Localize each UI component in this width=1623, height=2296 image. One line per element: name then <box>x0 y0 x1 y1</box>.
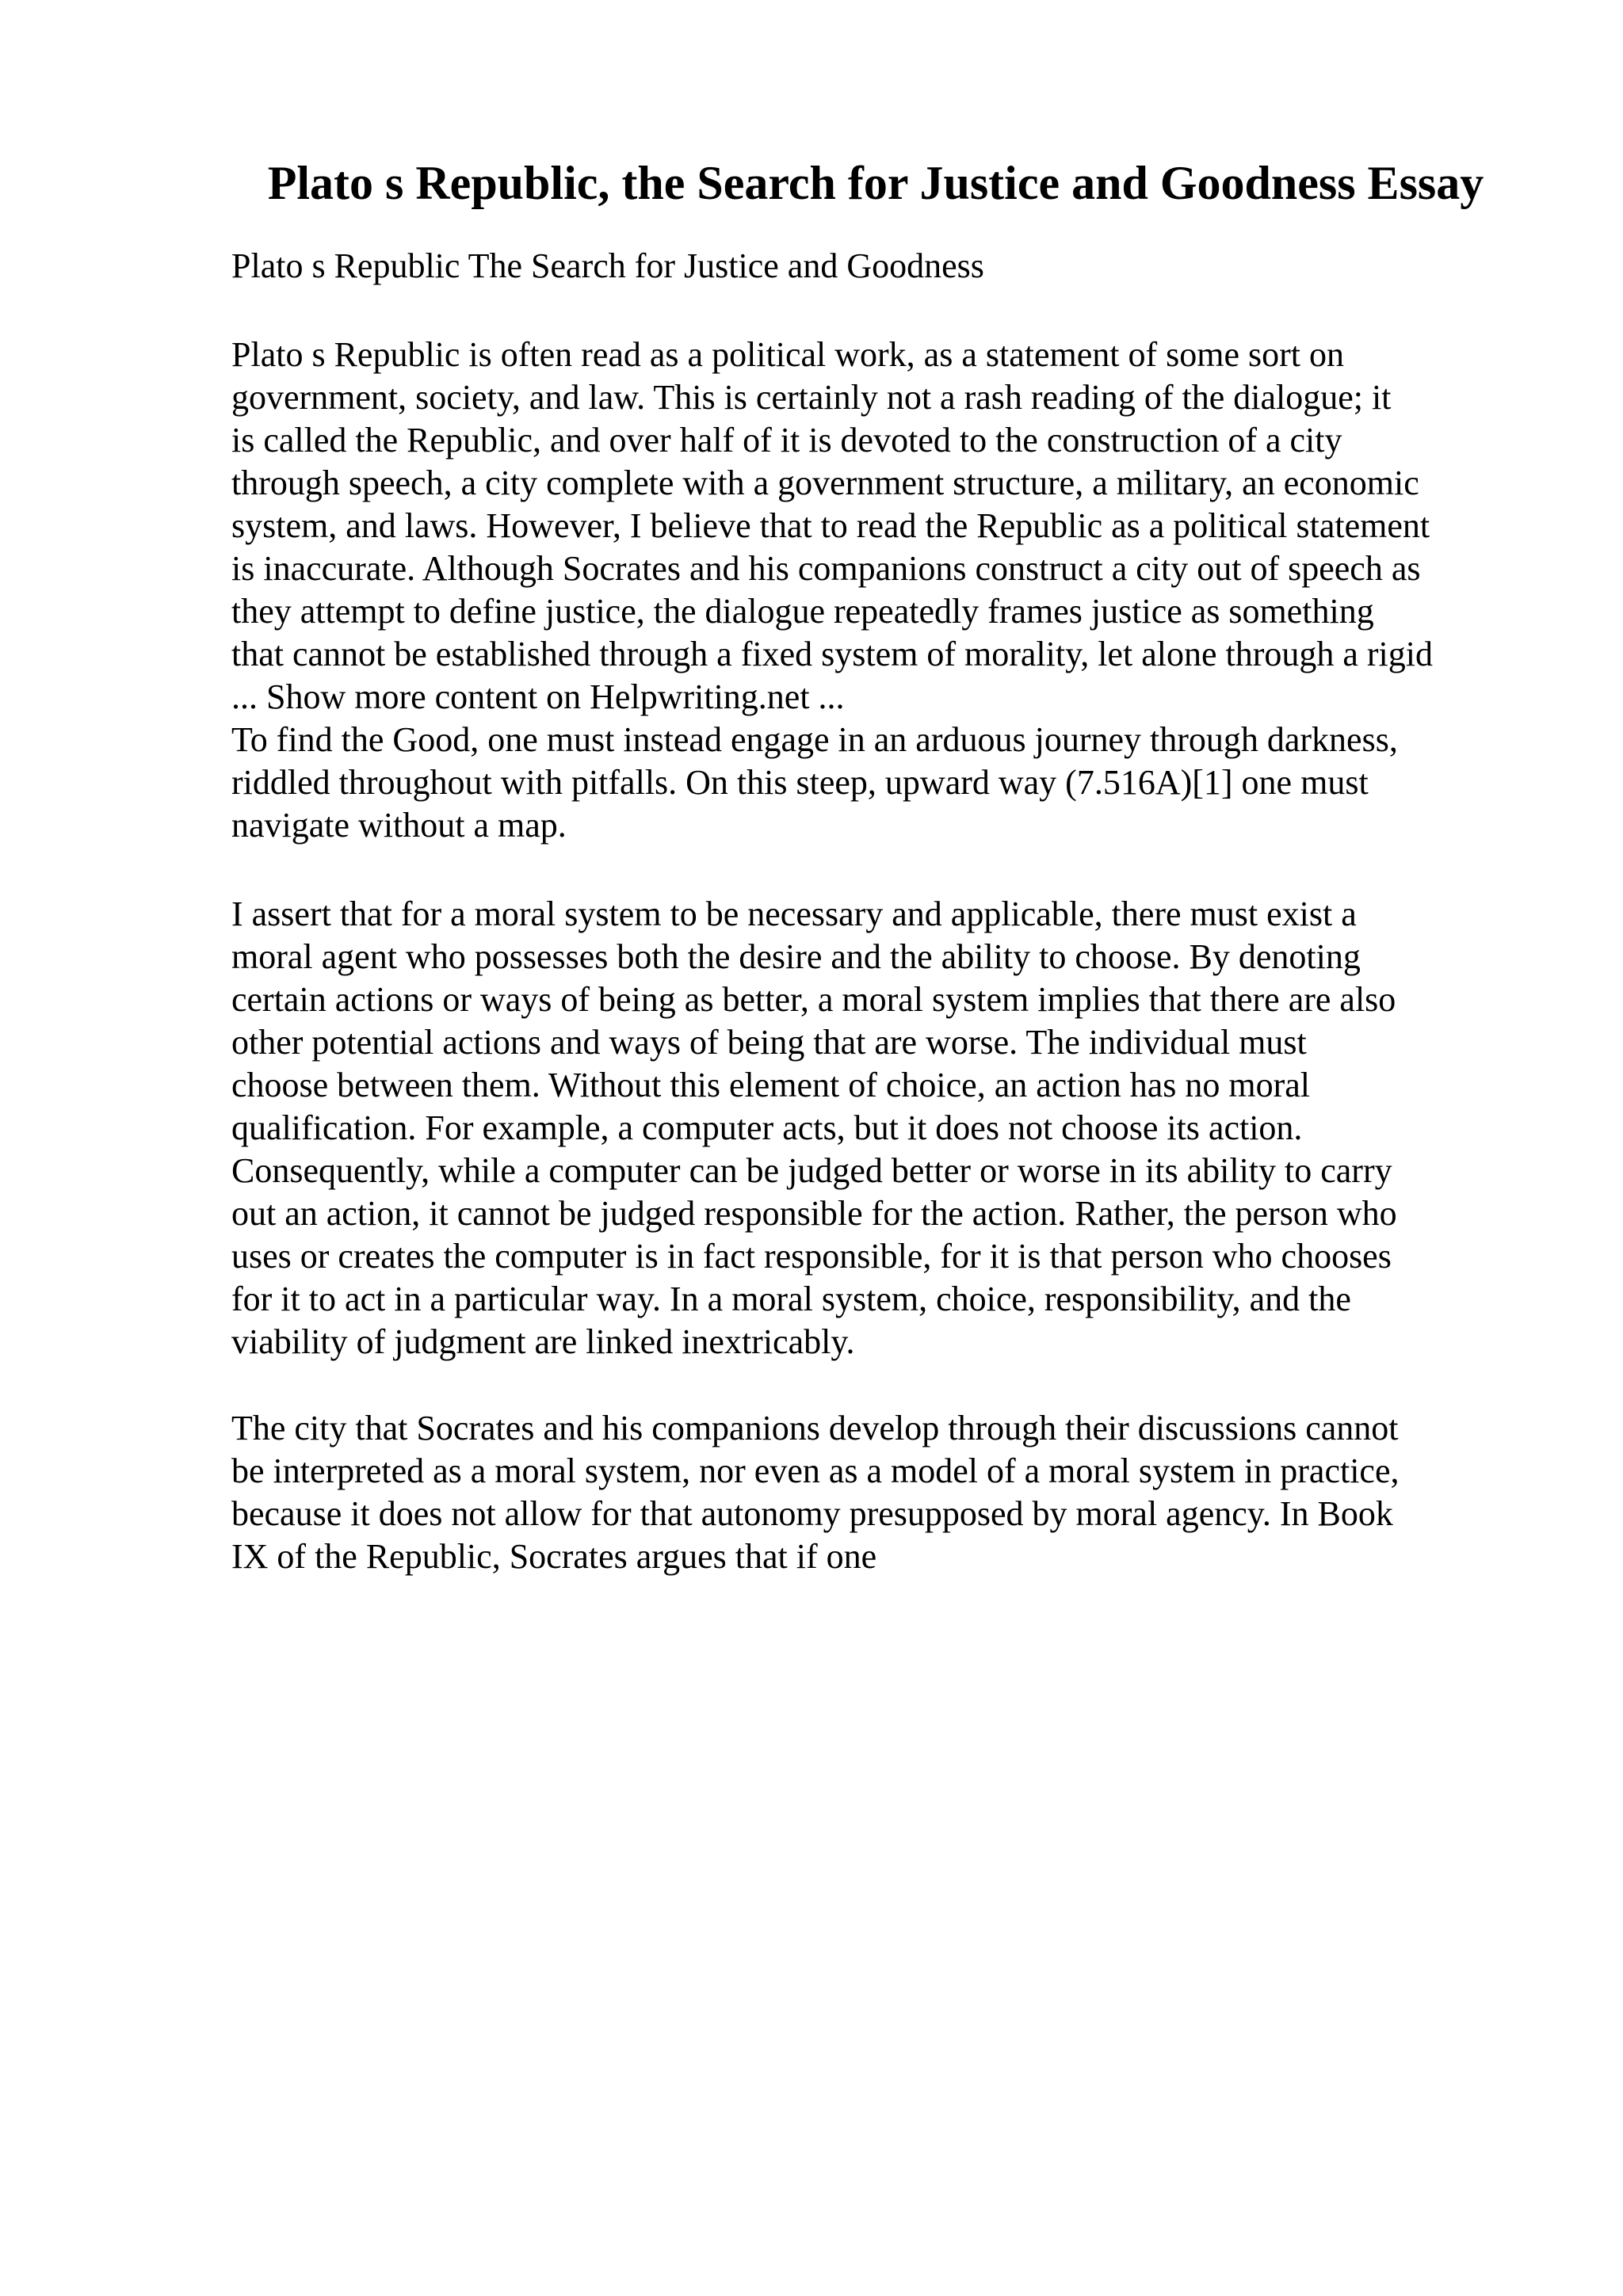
text-line: government, society, and law. This is certainly not a rash reading of the dialogue; it <box>231 378 1392 417</box>
text-line: viability of judgment are linked inextricably. <box>231 1322 855 1361</box>
text-line: IX of the Republic, Socrates argues that if one <box>231 1537 877 1576</box>
text-line: certain actions or ways of being as better, a moral system implies that there are also <box>231 980 1396 1019</box>
text-line: uses or creates the computer is in fact responsible, for it is that person who chooses <box>231 1237 1392 1276</box>
text-line: that cannot be established through a fixed system of morality, let alone through a rigid <box>231 635 1433 673</box>
text-line: because it does not allow for that autonomy presupposed by moral agency. In Book <box>231 1494 1393 1533</box>
essay-paragraph-moral-agent <box>231 893 1397 1363</box>
text-line: is inaccurate. Although Socrates and his companions construct a city out of speech as <box>231 549 1421 588</box>
text-line: navigate without a map. <box>231 806 567 845</box>
text-line: system, and laws. However, I believe that to read the Republic as a political statement <box>231 506 1430 545</box>
essay-intro-block <box>231 334 1433 847</box>
text-line: they attempt to define justice, the dialogue repeatedly frames justice as something <box>231 592 1374 631</box>
text-line: Consequently, while a computer can be judged better or worse in its ability to carry <box>231 1151 1392 1190</box>
text-line: To find the Good, one must instead engage in an arduous journey through darkness, <box>231 720 1398 759</box>
text-line: Plato s Republic is often read as a political work, as a statement of some sort on <box>231 335 1345 374</box>
text-line: through speech, a city complete with a government structure, a military, an economic <box>231 463 1419 502</box>
text-line: is called the Republic, and over half of it is devoted to the construction of a city <box>231 421 1342 460</box>
text-line: choose between them. Without this element of choice, an action has no moral <box>231 1066 1311 1104</box>
text-line: moral agent who possesses both the desire and the ability to choose. By denoting <box>231 937 1361 976</box>
text-line: riddled throughout with pitfalls. On this steep, upward way (7.516A)[1] one must <box>231 763 1369 802</box>
essay-subtitle: Plato s Republic The Search for Justice and Goodness <box>231 246 984 285</box>
text-line: qualification. For example, a computer acts, but it does not choose its action. <box>231 1108 1303 1147</box>
show-more-link[interactable]: ... Show more content on Helpwriting.net ... <box>231 677 845 716</box>
text-line: The city that Socrates and his companions develop through their discussions cannot <box>231 1409 1399 1447</box>
essay-title: Plato s Republic, the Search for Justice and Goodness Essay <box>267 157 1484 209</box>
text-line: I assert that for a moral system to be necessary and applicable, there must exist a <box>231 894 1357 933</box>
text-line: for it to act in a particular way. In a moral system, choice, responsibility, and the <box>231 1280 1351 1318</box>
text-line: out an action, it cannot be judged responsible for the action. Rather, the person who <box>231 1194 1397 1233</box>
text-line: be interpreted as a moral system, nor even as a model of a moral system in practice, <box>231 1451 1400 1490</box>
text-line: other potential actions and ways of being that are worse. The individual must <box>231 1023 1307 1062</box>
essay-paragraph-city <box>231 1407 1399 1578</box>
